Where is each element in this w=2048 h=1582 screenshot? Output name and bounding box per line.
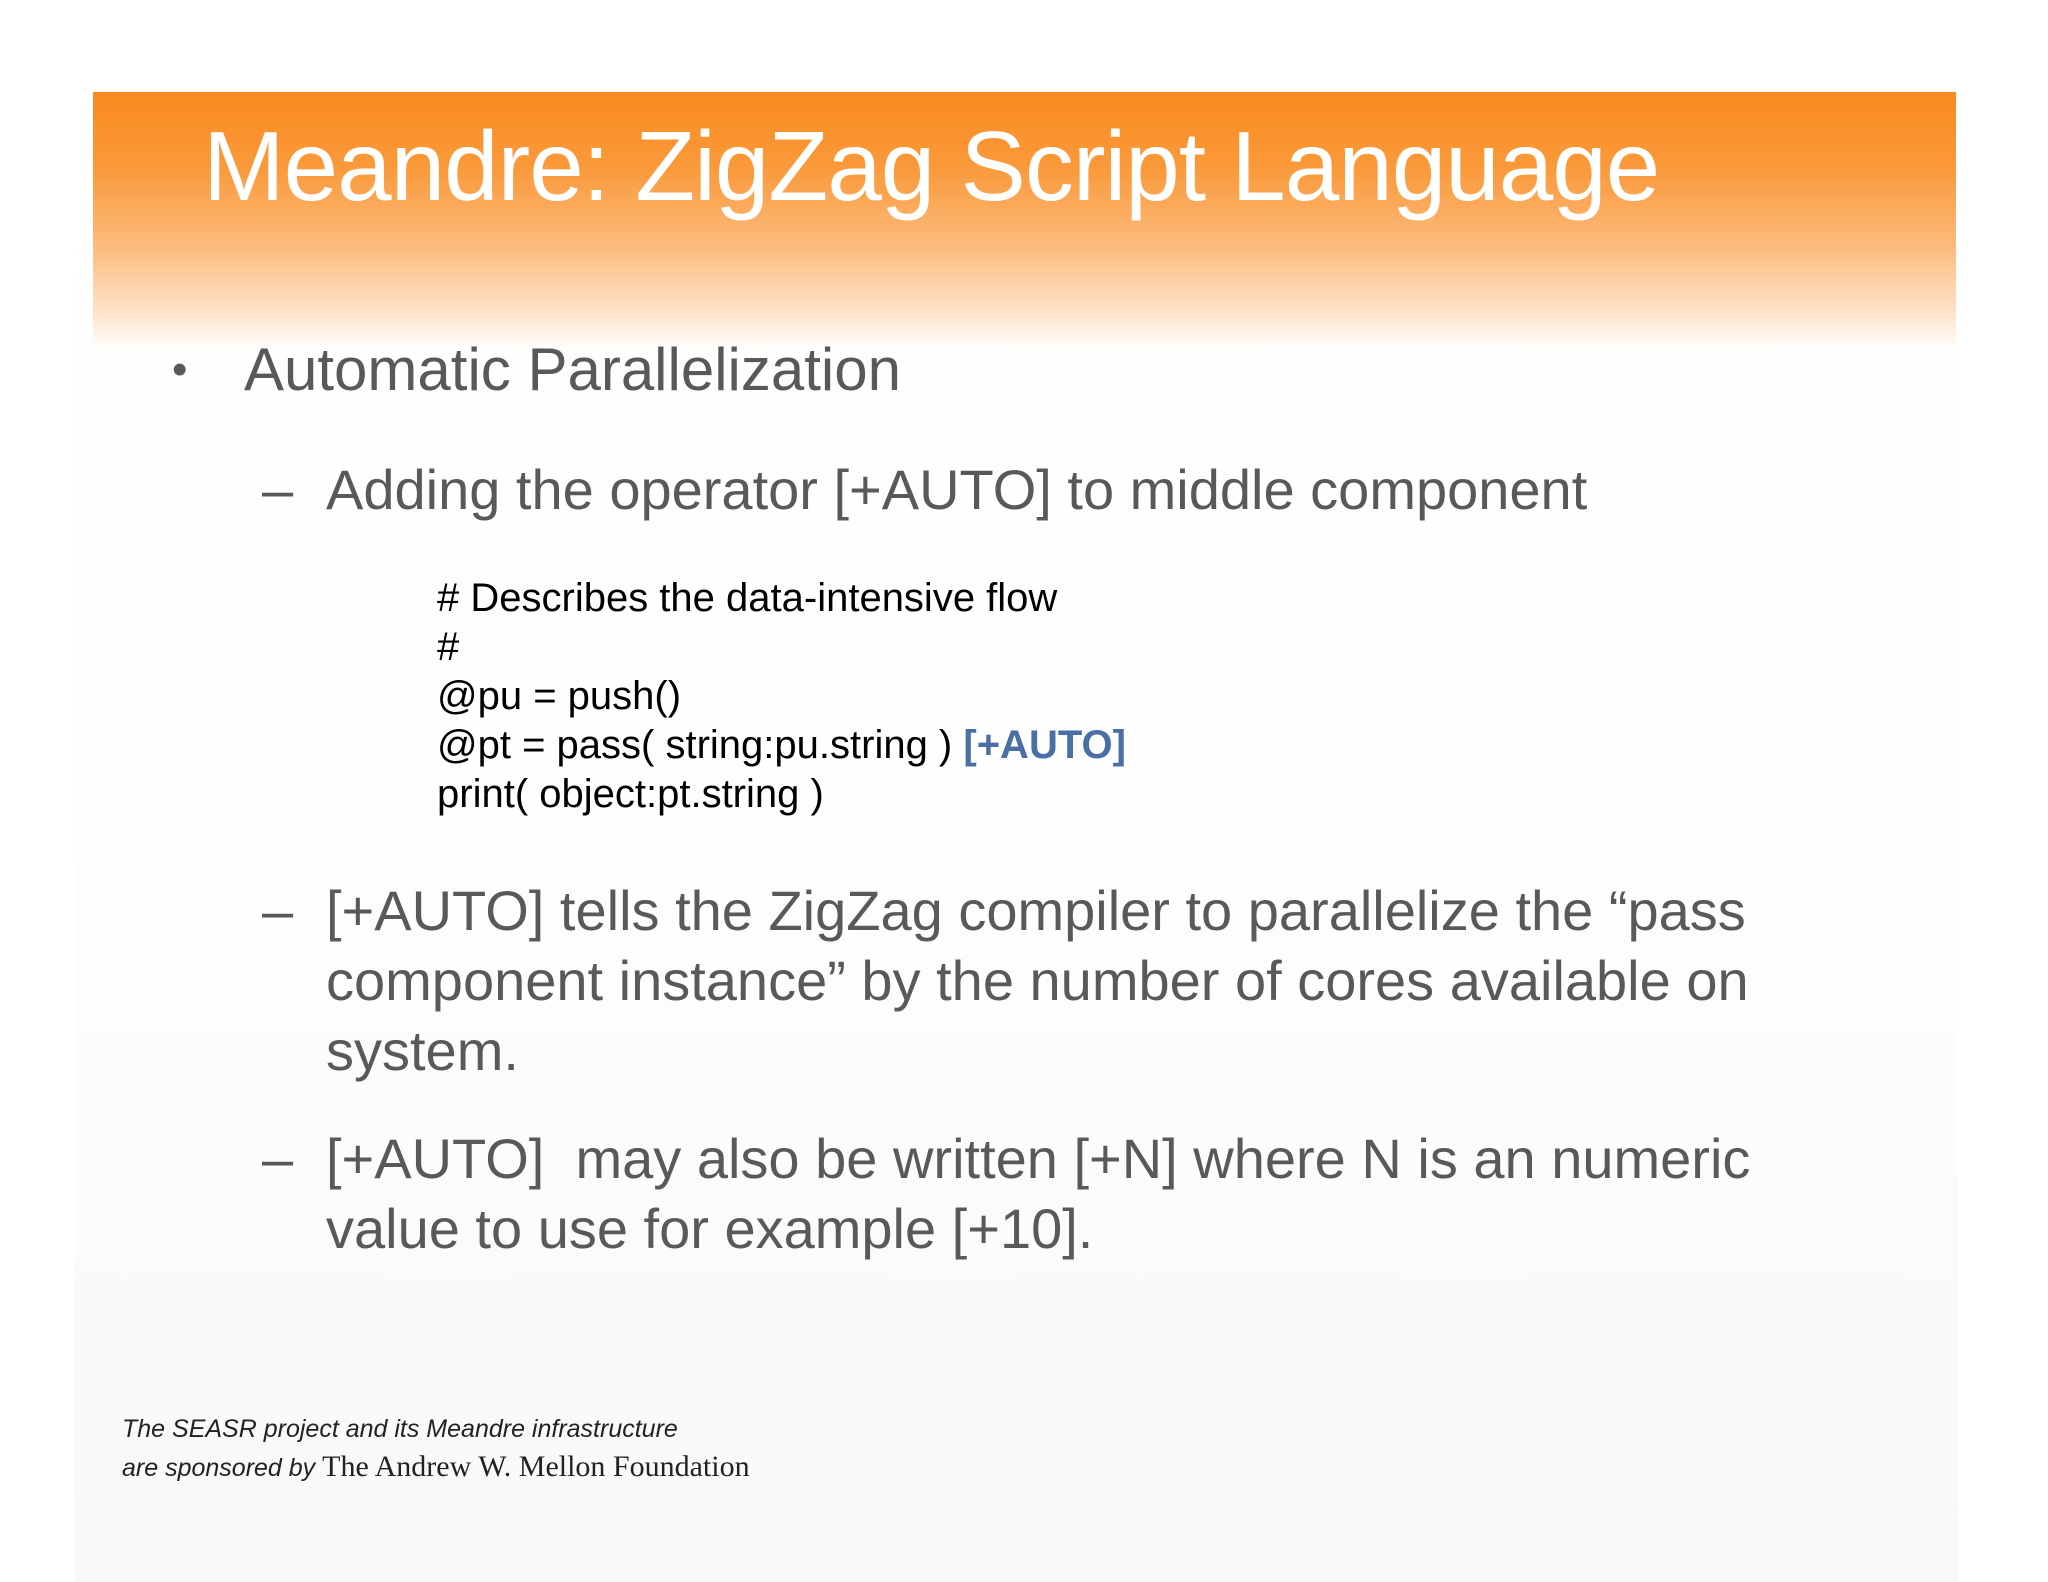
slide-title: Meandre: ZigZag Script Language bbox=[203, 111, 1660, 221]
code-line-print: print( object:pt.string ) bbox=[437, 772, 824, 816]
bullet-marker: • bbox=[172, 345, 188, 394]
bullet-automatic-parallelization bbox=[172, 335, 901, 405]
code-block bbox=[437, 574, 1126, 819]
sub-item-text: [+AUTO] tells the ZigZag compiler to parallelize the “pass component instance” by the number of cores available on system. bbox=[326, 879, 1749, 1082]
code-auto-operator: [+AUTO] bbox=[963, 723, 1126, 767]
sub-item-text: [+AUTO] may also be written [+N] where N is an numeric value to use for example [+10]. bbox=[326, 1127, 1766, 1260]
sub-item-adding-operator bbox=[262, 455, 1766, 525]
footer-line-sponsor bbox=[122, 1448, 750, 1491]
footer-sponsored-by: are sponsored by bbox=[122, 1454, 323, 1482]
code-pass-statement: @pt = pass( string:pu.string ) bbox=[437, 723, 964, 767]
sub-item-auto-explanation bbox=[262, 876, 1766, 1086]
bullet-text: Automatic Parallelization bbox=[244, 336, 901, 403]
footer-line-project: The SEASR project and its Meandre infrastructure bbox=[122, 1415, 678, 1443]
code-line-push: @pu = push() bbox=[437, 674, 682, 718]
sponsor-footer bbox=[122, 1410, 750, 1491]
sub-item-auto-numeric bbox=[262, 1124, 1766, 1264]
dash-marker: – bbox=[262, 879, 294, 942]
code-line-pass bbox=[437, 721, 1126, 770]
dash-marker: – bbox=[262, 1127, 294, 1190]
code-line-comment: # Describes the data-intensive flow bbox=[437, 576, 1058, 620]
code-line-hash: # bbox=[437, 625, 460, 669]
footer-foundation-name: The Andrew W. Mellon Foundation bbox=[322, 1450, 750, 1483]
sub-item-text: Adding the operator [+AUTO] to middle component bbox=[326, 458, 1588, 521]
dash-marker: – bbox=[262, 458, 294, 521]
